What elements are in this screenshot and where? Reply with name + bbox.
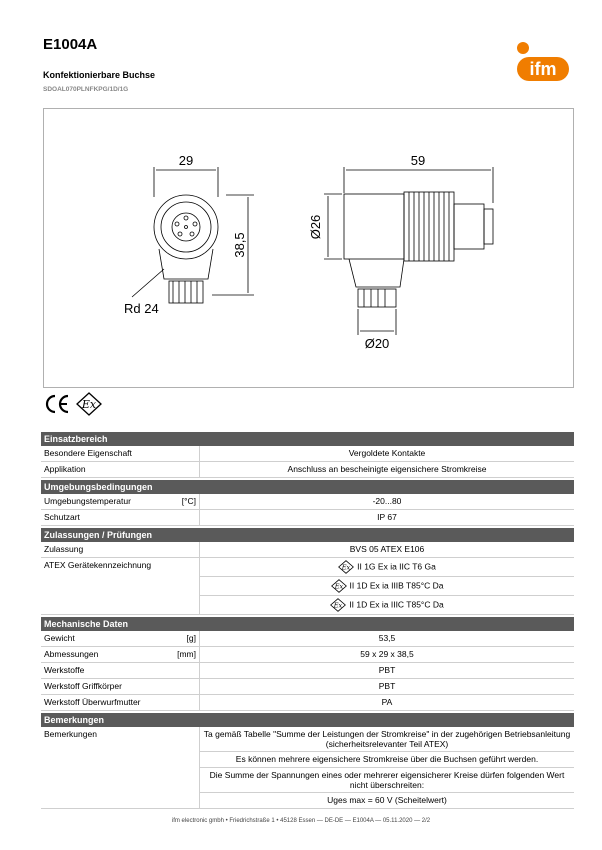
dim-diameter-body: Ø26 [308,214,323,240]
spec-label: Umgebungstemperatur [41,494,157,510]
spec-value-text: Anschluss an bescheinigte eigensichere Stromkreise [287,464,487,474]
spec-value-text: PA [381,697,393,707]
ifm-logo-icon [513,40,573,82]
spec-row [41,695,574,711]
spec-value [200,596,574,615]
product-code: SDOAL070PLNFKPG/1D/1G [43,86,129,93]
dim-diameter-cable: Ø20 [364,336,390,351]
spec-label: Gewicht [41,631,157,647]
svg-text:ifm: ifm [529,59,557,79]
spec-unit: [g] [157,631,200,647]
spec-value [200,494,574,510]
technical-drawing [43,108,574,388]
spec-label: Abmessungen [41,647,157,663]
spec-row [41,542,574,558]
spec-row [41,510,574,526]
section-header [41,615,574,631]
section-title: Umgebungsbedingungen [41,478,574,494]
spec-unit [157,558,200,577]
dim-height-front: 38,5 [232,232,247,258]
dim-length-side: 59 [410,153,426,168]
spec-label [41,596,157,615]
spec-value-text: -20...80 [372,496,402,506]
spec-value [200,679,574,695]
svg-text:Ex: Ex [334,601,343,610]
spec-unit [157,752,200,768]
spec-label: Applikation [41,462,157,478]
spec-unit [157,695,200,711]
spec-label [41,577,157,596]
spec-row [41,558,574,577]
spec-label [41,793,157,809]
spec-value-text: PBT [378,665,396,675]
dimension-drawing [44,109,575,389]
spec-value [200,752,574,768]
section-title: Mechanische Daten [41,615,574,631]
spec-value [200,558,574,577]
section-header [41,526,574,542]
spec-value-text: Vergoldete Kontakte [348,448,426,458]
spec-row [41,727,574,752]
spec-label: ATEX Gerätekennzeichnung [44,560,152,570]
spec-row [41,494,574,510]
spec-value [200,793,574,809]
spec-value [200,462,574,478]
spec-value-text: 59 x 29 x 38,5 [360,649,414,659]
spec-row [41,577,574,596]
spec-value-text: Uges max = 60 V (Scheitelwert) [327,795,447,805]
spec-unit [157,793,200,809]
spec-label: Besondere Eigenschaft [41,446,157,462]
spec-label: Bemerkungen [44,729,97,739]
spec-unit [157,663,200,679]
spec-value [200,631,574,647]
spec-value-text: II 1G Ex ia IIC T6 Ga [357,561,436,572]
spec-value [200,695,574,711]
spec-table [41,430,574,809]
section-header [41,478,574,494]
spec-unit [157,542,200,558]
spec-unit [157,768,200,793]
svg-text:Ex: Ex [334,582,343,591]
dim-radius: Rd 24 [124,301,159,316]
spec-value-text: 53,5 [378,633,396,643]
spec-row [41,446,574,462]
spec-row [41,631,574,647]
spec-value [200,647,574,663]
spec-row [41,647,574,663]
spec-unit [157,577,200,596]
spec-unit: [mm] [157,647,200,663]
spec-row [41,663,574,679]
spec-value-text: Es können mehrere eigensichere Stromkreise über die Buchsen geführt werden. [235,754,539,764]
atex-ex-icon [330,599,349,609]
section-title: Einsatzbereich [41,430,574,446]
spec-label: Werkstoffe [41,663,157,679]
spec-label: Schutzart [41,510,157,526]
spec-label: Werkstoff Griffkörper [41,679,157,695]
spec-value [200,577,574,596]
spec-value [200,663,574,679]
ce-mark-icon [44,393,70,415]
spec-row [41,596,574,615]
spec-value-text: II 1D Ex ia IIIC T85°C Da [349,599,444,610]
spec-value [200,727,574,752]
svg-text:Ex: Ex [81,398,97,411]
spec-value [200,446,574,462]
spec-label: Werkstoff Überwurfmutter [41,695,157,711]
spec-unit [157,510,200,526]
spec-value-text: Die Summe der Spannungen eines oder mehrerer eigensicherer Kreise dürfen folgenden Wert nicht überschreiten: [209,770,565,790]
section-header [41,711,574,727]
spec-unit: [°C] [157,494,200,510]
product-subtitle: Konfektionierbare Buchse [43,70,156,80]
spec-value [200,542,574,558]
spec-row [41,793,574,809]
spec-value [200,768,574,793]
section-title: Zulassungen / Prüfungen [41,526,574,542]
spec-row [41,462,574,478]
spec-unit [157,462,200,478]
spec-value-text: Ta gemäß Tabelle "Summe der Leistungen der Stromkreise" in der zugehörigen Betriebsanleitung (sicherheitsrelevanter Teil ATEX) [203,729,571,749]
atex-ex-icon [338,561,357,571]
atex-ex-icon [76,392,102,416]
certification-marks [44,392,102,416]
spec-label: Zulassung [41,542,157,558]
dim-width-front: 29 [178,153,194,168]
spec-value-text: II 1D Ex ia IIIB T85°C Da [349,580,444,591]
spec-unit [157,679,200,695]
spec-value-text: IP 67 [377,512,397,522]
spec-row [41,679,574,695]
spec-row [41,768,574,793]
spec-unit [157,727,200,752]
product-title: E1004A [43,36,98,53]
spec-label [41,768,157,793]
page-footer: ifm electronic gmbh • Friedrichstraße 1 • 45128 Essen — DE-DE — E1004A — 05.11.2020 — 2/2 [171,818,431,824]
section-header [41,430,574,446]
spec-value [200,510,574,526]
spec-value-text: BVS 05 ATEX E106 [349,544,425,554]
section-title: Bemerkungen [41,711,574,727]
spec-unit [157,596,200,615]
spec-row [41,752,574,768]
spec-label [41,752,157,768]
svg-text:Ex: Ex [341,563,351,572]
spec-value-text: PBT [378,681,396,691]
spec-unit [157,446,200,462]
atex-ex-icon [331,580,350,590]
